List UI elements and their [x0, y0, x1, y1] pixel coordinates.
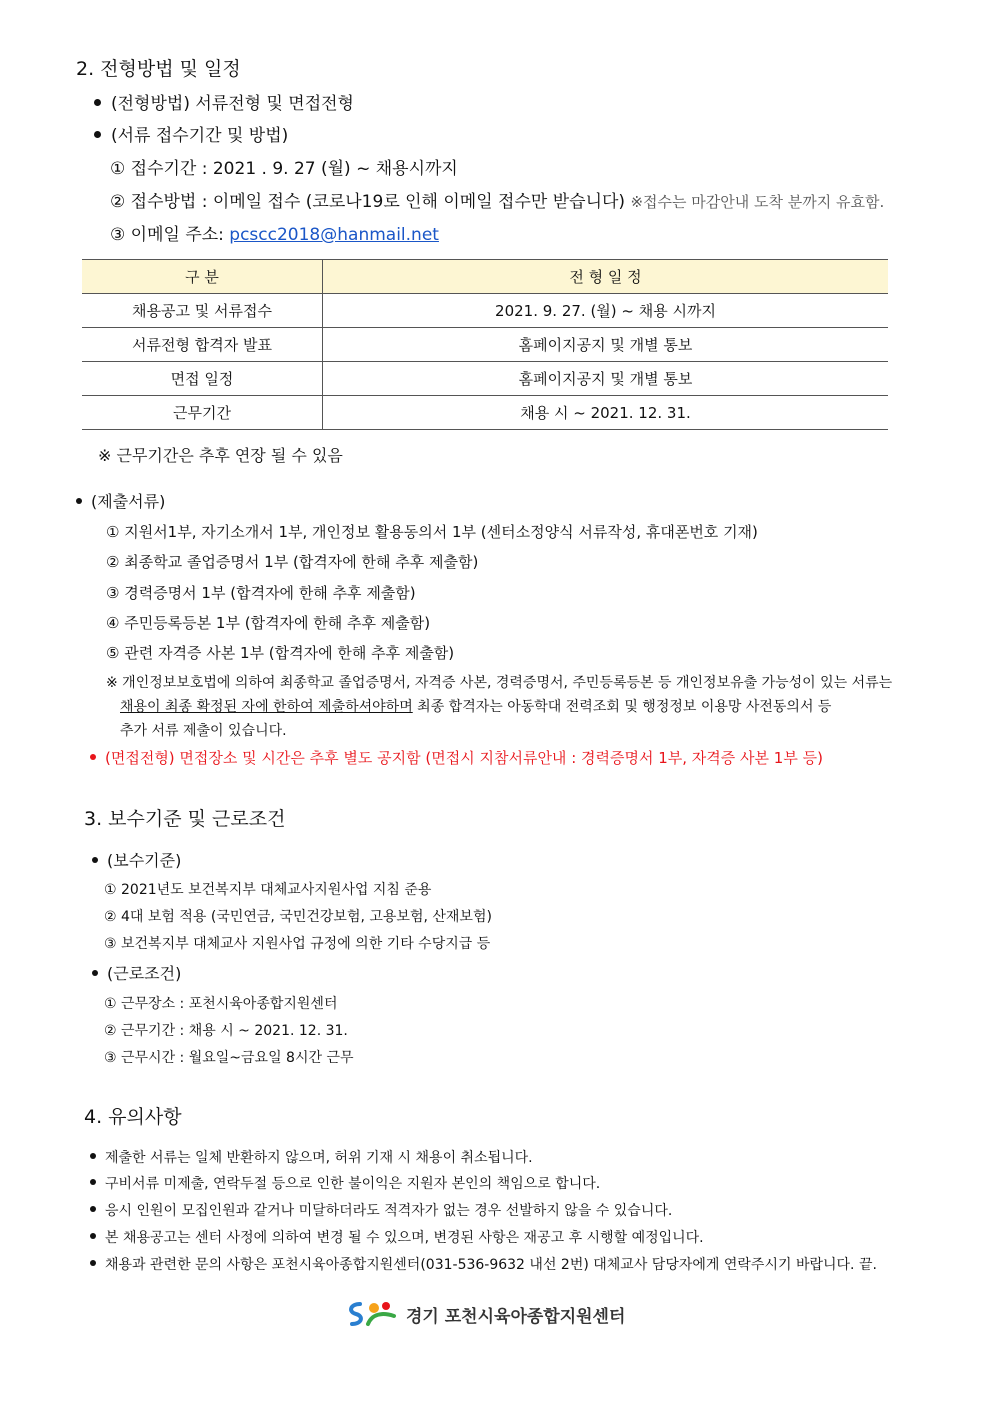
application-period: ① 접수기간 : 2021 . 9. 27 (월) ~ 채용시까지 — [110, 159, 458, 179]
table-cell: 홈페이지공지 및 개별 통보 — [323, 362, 889, 396]
table-cell: 근무기간 — [82, 396, 323, 430]
pay-item: ② 4대 보험 적용 (국민연금, 국민건강보험, 고용보험, 산재보험) — [104, 909, 492, 925]
table-row — [82, 396, 888, 430]
section-4-title: 4. 유의사항 — [84, 1106, 182, 1128]
bullet-dot-icon — [90, 1153, 96, 1159]
table-header-category: 구 분 — [82, 260, 323, 294]
bullet-dot-icon — [90, 1206, 96, 1212]
table-header-row — [82, 260, 888, 294]
privacy-note-line2 — [120, 699, 831, 716]
footer-logo — [346, 1298, 625, 1330]
document-item: ① 지원서1부, 자기소개서 1부, 개인정보 활용동의서 1부 (센터소정양식 서류작성, 휴대폰번호 기재) — [106, 523, 758, 541]
bullet-text: (보수기준) — [107, 851, 182, 870]
notice-text: 본 채용공고는 센터 사정에 의하여 변경 될 수 있으며, 변경된 사항은 재공고 후 시행할 예정입니다. — [105, 1230, 704, 1246]
work-item: ② 근무기간 : 채용 시 ~ 2021. 12. 31. — [104, 1023, 348, 1039]
application-method-text: ② 접수방법 : 이메일 접수 (코로나19로 인해 이메일 접수만 받습니다) — [110, 192, 626, 212]
schedule-table — [82, 259, 888, 430]
table-header-schedule: 전 형 일 정 — [323, 260, 889, 294]
table-row — [82, 328, 888, 362]
center-logo-icon — [346, 1298, 400, 1330]
table-row — [82, 362, 888, 396]
table-cell: 면접 일정 — [82, 362, 323, 396]
bullet-dot-icon — [90, 1179, 96, 1185]
bullet-dot-icon — [94, 99, 101, 106]
bullet-dot-icon — [94, 131, 101, 138]
bullet-selection-method — [94, 94, 354, 114]
bullet-dot-icon — [90, 1233, 96, 1239]
table-cell: 서류전형 합격자 발표 — [82, 328, 323, 362]
bullet-interview — [90, 749, 823, 767]
notice-text: 구비서류 미제출, 연락두절 등으로 인한 불이익은 지원자 본인의 책임으로 합니다. — [105, 1176, 601, 1192]
notice-item — [90, 1176, 600, 1193]
bullet-application-period — [94, 126, 288, 146]
work-item: ① 근무장소 : 포천시육아종합지원센터 — [104, 996, 338, 1012]
document-item: ④ 주민등록등본 1부 (합격자에 한해 추후 제출함) — [106, 614, 431, 632]
bullet-text: (면접전형) 면접장소 및 시간은 추후 별도 공지함 (면접시 지참서류안내 : 경력증명서 1부, 자격증 사본 1부 등) — [105, 749, 823, 767]
notice-item — [90, 1230, 704, 1247]
bullet-pay — [92, 851, 181, 870]
bullet-documents — [76, 492, 165, 511]
privacy-note-line1: ※ 개인정보보호법에 의하여 최종학교 졸업증명서, 자격증 사본, 경력증명서, 주민등록등본 등 개인정보유출 가능성이 있는 서류는 — [106, 675, 893, 691]
notice-item — [90, 1203, 672, 1220]
privacy-note-line3: 추가 서류 제출이 있습니다. — [120, 723, 287, 739]
bullet-text: (전형방법) 서류전형 및 면접전형 — [111, 94, 354, 114]
section-2-title: 2. 전형방법 및 일정 — [76, 58, 241, 80]
pay-item: ③ 보건복지부 대체교사 지원사업 규정에 의한 기타 수당지급 등 — [104, 936, 491, 952]
section-3-title: 3. 보수기준 및 근로조건 — [84, 808, 286, 830]
notice-text: 채용과 관련한 문의 사항은 포천시육아종합지원센터(031-536-9632 내선 2번) 대체교사 담당자에게 연락주시기 바랍니다. 끝. — [105, 1257, 877, 1273]
table-row — [82, 294, 888, 328]
bullet-dot-icon — [90, 1260, 96, 1266]
bullet-work — [92, 964, 181, 983]
document-item: ⑤ 관련 자격증 사본 1부 (합격자에 한해 추후 제출함) — [106, 644, 455, 662]
notice-text: 제출한 서류는 일체 반환하지 않으며, 허위 기재 시 채용이 취소됩니다. — [105, 1150, 533, 1166]
document-item: ② 최종학교 졸업증명서 1부 (합격자에 한해 추후 제출함) — [106, 553, 479, 571]
bullet-text: (서류 접수기간 및 방법) — [111, 126, 289, 146]
privacy-rest: 최종 합격자는 아동학대 전력조회 및 행정정보 이용망 사전동의서 등 — [412, 699, 832, 715]
document-item: ③ 경력증명서 1부 (합격자에 한해 추후 제출함) — [106, 584, 416, 602]
work-item: ③ 근무시간 : 월요일~금요일 8시간 근무 — [104, 1050, 354, 1066]
bullet-text: (제출서류) — [91, 492, 166, 511]
notice-text: 응시 인원이 모집인원과 같거나 미달하더라도 적격자가 없는 경우 선발하지 않을 수 있습니다. — [105, 1203, 673, 1219]
application-method — [110, 192, 884, 212]
extension-note: ※ 근무기간은 추후 연장 될 수 있음 — [98, 446, 343, 465]
email-label: ③ 이메일 주소: — [110, 225, 230, 245]
email-address — [110, 225, 439, 245]
bullet-dot-icon — [92, 857, 98, 863]
table-cell: 2021. 9. 27. (월) ~ 채용 시까지 — [323, 294, 889, 328]
bullet-dot-icon — [76, 498, 82, 504]
notice-item — [90, 1150, 533, 1167]
table-cell: 홈페이지공지 및 개별 통보 — [323, 328, 889, 362]
email-link[interactable]: pcscc2018@hanmail.net — [229, 225, 439, 245]
bullet-text: (근로조건) — [107, 964, 182, 983]
bullet-dot-icon — [90, 754, 96, 760]
privacy-underlined: 채용이 최종 확정된 자에 한하여 제출하셔야하며 — [120, 699, 413, 715]
pay-item: ① 2021년도 보건복지부 대체교사지원사업 지침 준용 — [104, 882, 432, 898]
notice-item — [90, 1257, 877, 1274]
application-method-note: ※접수는 마감안내 도착 분까지 유효함. — [630, 193, 885, 211]
footer-org-name: 경기 포천시육아종합지원센터 — [406, 1306, 626, 1327]
table-cell: 채용 시 ~ 2021. 12. 31. — [323, 396, 889, 430]
table-cell: 채용공고 및 서류접수 — [82, 294, 323, 328]
bullet-dot-icon — [92, 970, 98, 976]
